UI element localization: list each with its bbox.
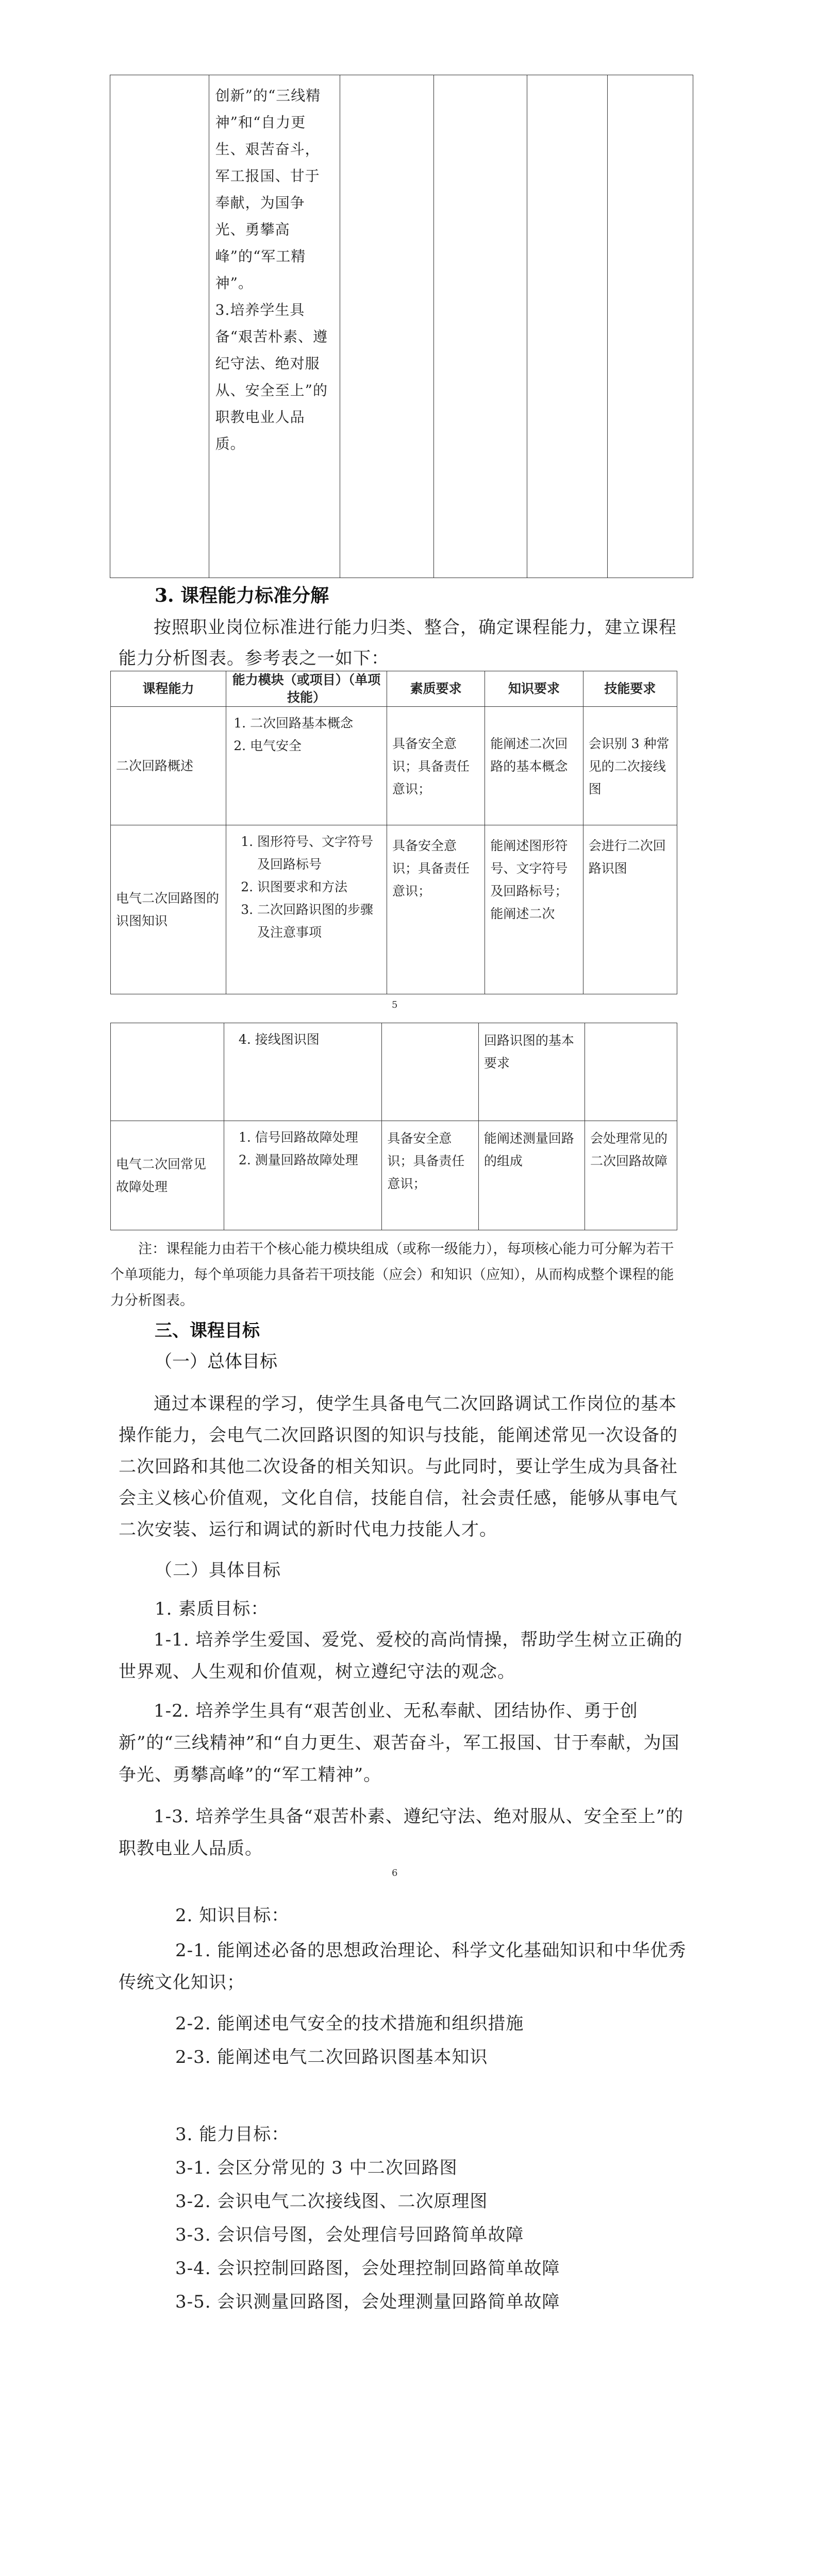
overall-goal-text: 通过本课程的学习，使学生具备电气二次回路调试工作岗位的基本操作能力，会电气二次回路识图的知识与技能，能阐述常见一次设备的二次回路和其他二次设备的相关知识。与此同时，要让学生成为具备社会主义核心价值观，文化自信，技能自信，社会责任感，能够从事电气二次安装、运行和调试的新时代电力技能人才。	[119, 1394, 678, 1540]
ability-cell: 电气二次回路图的识图知识	[111, 825, 226, 994]
knowledge-cell: 回路识图的基本要求	[478, 1023, 585, 1121]
quality-goal-heading: 1. 素质目标：	[155, 1599, 269, 1619]
quality-goal-item: 1-1. 培养学生爱国、爱党、爱校的高尚情操，帮助学生树立正确的世界观、人生观和价值观，树立遵纪守法的观念。	[119, 1630, 683, 1682]
section-intro: 按照职业岗位标准进行能力归类、整合，确定课程能力，建立课程能力分析图表。参考表之一如下：	[119, 617, 677, 669]
column-header: 知识要求	[485, 671, 583, 707]
ability-goal-item: 3-1. 会区分常见的 3 中二次回路图	[175, 2158, 458, 2178]
table-note: 注：课程能力由若干个核心能力模块组成（或称一级能力），每项核心能力可分解为若干个单项能力，每个单项能力具备若干项技能（应会）和知识（应知），从而构成整个课程的能力分析图表。	[110, 1241, 674, 1309]
ability-cell: 二次回路概述	[111, 707, 226, 825]
knowledge-cell: 能阐述图形符号、文字符号及回路标号；能阐述二次	[485, 825, 583, 994]
goals-heading: 三、课程目标	[155, 1320, 260, 1341]
module-item: 2. 电气安全	[250, 735, 381, 757]
knowledge-goal-item: 2-2. 能阐述电气安全的技术措施和组织措施	[175, 2013, 524, 2034]
module-item: 2. 识图要求和方法	[257, 876, 381, 899]
column-header: 素质要求	[387, 671, 485, 707]
column-header: 课程能力	[111, 671, 226, 707]
modules-cell	[224, 1121, 382, 1230]
quality-goal-item: 1-2. 培养学生具有“艰苦创业、无私奉献、团结协作、勇于创新”的“三线精神”和“自力更生、艰苦奋斗，军工报国、甘于奉献，为国争光、勇攀高峰”的“军工精神”。	[119, 1701, 680, 1785]
quality-cell: 具备安全意识；具备责任意识；	[387, 825, 485, 994]
table-cell	[340, 75, 433, 578]
overall-goal-heading: （一）总体目标	[155, 1351, 277, 1372]
quality-goal-item: 1-3. 培养学生具备“艰苦朴素、遵纪守法、绝对服从、安全至上”的职教电业人品质。	[119, 1806, 684, 1859]
module-item: 1. 二次回路基本概念	[250, 712, 381, 735]
section-heading: 3. 课程能力标准分解	[155, 585, 329, 606]
knowledge-goal-item: 2-3. 能阐述电气二次回路识图基本知识	[175, 2047, 488, 2067]
column-header: 技能要求	[583, 671, 677, 707]
ability-goal-item: 3-3. 会识信号图，会处理信号回路简单故障	[175, 2225, 524, 2245]
ability-cell: 电气二次回常见故障处理	[111, 1121, 224, 1230]
skill-cell: 会识别 3 种常见的二次接线图	[583, 707, 677, 825]
modules-cell	[226, 825, 387, 994]
table-cell	[527, 75, 608, 578]
modules-cell	[226, 707, 387, 825]
ability-analysis-table	[110, 671, 677, 994]
ability-cell	[111, 1023, 224, 1121]
quality-cell-text: 创新”的“三线精神”和“自力更生、艰苦奋斗，军工报国、甘于奉献，为国争光、勇攀高峰”的“军工精神”。 3.培养学生具备“艰苦朴素、遵纪守法、绝对服从、安全至上”的职教电业人品质。	[215, 87, 328, 452]
table-cell	[110, 75, 209, 578]
knowledge-goal-item: 2-1. 能阐述必备的思想政治理论、科学文化基础知识和中华优秀传统文化知识；	[119, 1940, 687, 1993]
ability-goal-item: 3-5. 会识测量回路图，会处理测量回路简单故障	[175, 2292, 560, 2312]
table-cell	[608, 75, 693, 578]
skill-cell: 会进行二次回路识图	[583, 825, 677, 994]
continuation-table	[110, 75, 693, 578]
quality-cell: 具备安全意识；具备责任意识；	[387, 707, 485, 825]
page-number: 5	[392, 999, 398, 1010]
table-row	[111, 825, 677, 994]
page-number: 6	[392, 1868, 398, 1878]
quality-cell	[382, 1023, 478, 1121]
module-item: 1. 图形符号、文字符号及回路标号	[257, 831, 381, 876]
knowledge-goal-heading: 2. 知识目标：	[175, 1905, 290, 1926]
knowledge-cell: 能阐述二次回路的基本概念	[485, 707, 583, 825]
ability-goal-heading: 3. 能力目标：	[175, 2124, 290, 2145]
skill-cell: 会处理常见的二次回路故障	[585, 1121, 677, 1230]
table-cell	[209, 75, 340, 578]
table-cell	[433, 75, 527, 578]
module-item: 2. 测量回路故障处理	[255, 1149, 377, 1172]
skill-cell	[585, 1023, 677, 1121]
specific-goal-heading: （二）具体目标	[155, 1560, 281, 1581]
module-item: 1. 信号回路故障处理	[255, 1126, 377, 1149]
module-item: 4. 接线图识图	[255, 1028, 377, 1051]
ability-goal-item: 3-2. 会识电气二次接线图、二次原理图	[175, 2191, 488, 2212]
quality-cell: 具备安全意识；具备责任意识；	[382, 1121, 478, 1230]
modules-cell	[224, 1023, 382, 1121]
column-header: 能力模块（或项目）（单项技能）	[226, 671, 387, 707]
table-row	[111, 1023, 677, 1121]
knowledge-cell: 能阐述测量回路的组成	[478, 1121, 585, 1230]
table-row	[111, 707, 677, 825]
ability-analysis-table-continued	[110, 1023, 677, 1230]
table-row	[111, 1121, 677, 1230]
module-item: 3. 二次回路识图的步骤及注意事项	[257, 899, 381, 944]
ability-goal-item: 3-4. 会识控制回路图，会处理控制回路简单故障	[175, 2258, 560, 2279]
